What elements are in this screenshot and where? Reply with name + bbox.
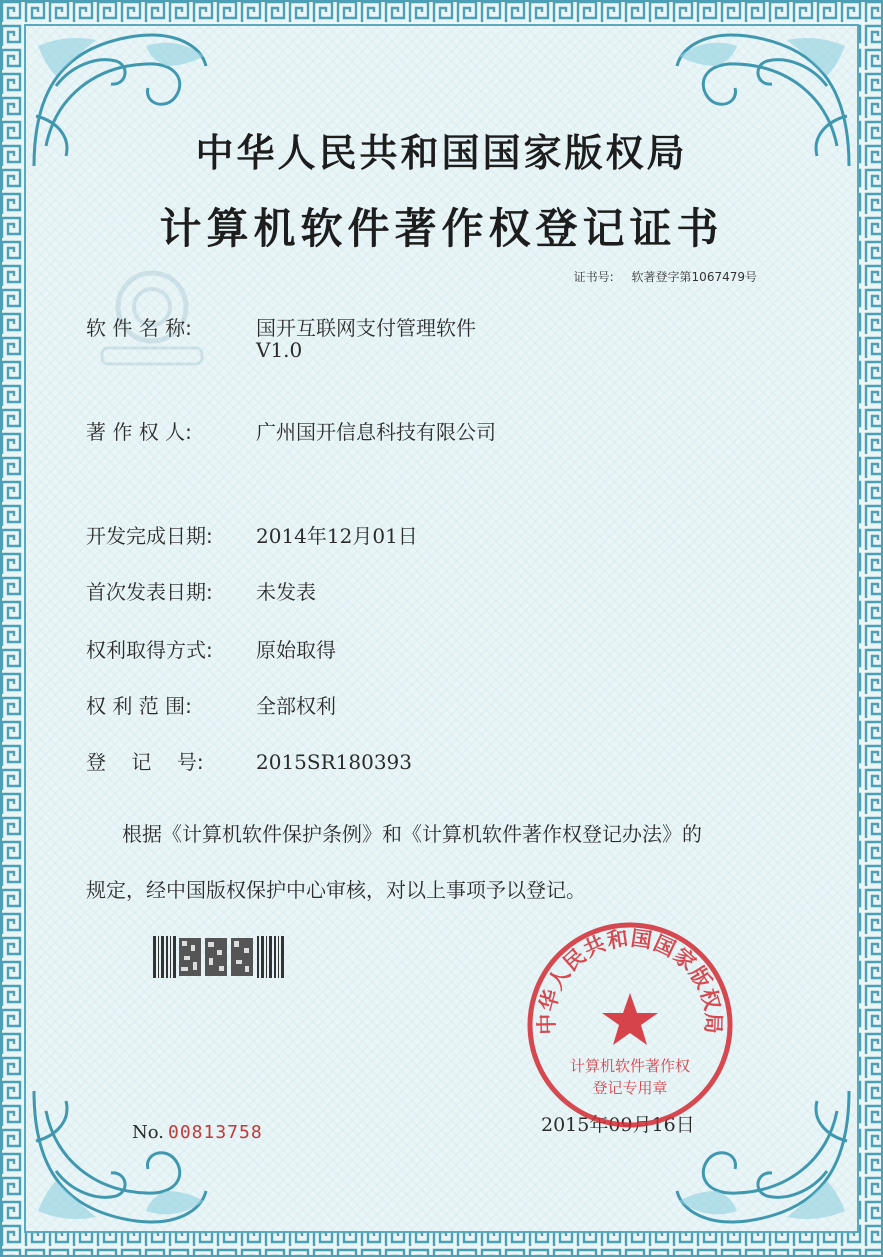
statement-line-2: 规定，经中国版权保护中心审核，对以上事项予以登记。 bbox=[86, 878, 586, 902]
corner-ornament-icon bbox=[26, 1081, 216, 1231]
owner-row bbox=[86, 416, 496, 445]
certificate-number bbox=[574, 268, 757, 285]
certificate-number-value: 软著登字第1067479号 bbox=[631, 270, 757, 284]
serial-number-label: No. bbox=[132, 1122, 164, 1143]
publish-date-row bbox=[86, 576, 316, 605]
software-name-row bbox=[86, 312, 476, 362]
issue-date: 2015年09月16日 bbox=[541, 1114, 695, 1136]
seal-ring-text: 中华人民共和国国家版权局 bbox=[534, 926, 726, 1035]
dev-date-row bbox=[86, 520, 418, 549]
certificate-number-label: 证书号: bbox=[573, 270, 614, 284]
publish-date-value: 未发表 bbox=[256, 580, 316, 604]
dev-date-value: 2014年12月01日 bbox=[256, 524, 418, 548]
registration-number-label: 登 记 号: bbox=[86, 750, 204, 774]
publish-date-label: 首次发表日期: bbox=[86, 580, 213, 604]
rights-scope-row bbox=[86, 690, 336, 719]
software-version: V1.0 bbox=[256, 338, 303, 362]
agency-title: 中华人民共和国国家版权局 bbox=[195, 131, 688, 175]
statement-line-1: 根据《计算机软件保护条例》和《计算机软件著作权登记办法》的 bbox=[122, 822, 702, 846]
barcode-icon bbox=[153, 936, 285, 978]
rights-scope-value: 全部权利 bbox=[256, 694, 336, 718]
registration-number-row bbox=[86, 746, 412, 775]
acquire-method-value: 原始取得 bbox=[256, 638, 336, 662]
serial-number bbox=[132, 1122, 263, 1143]
serial-number-value: 00813758 bbox=[168, 1122, 263, 1143]
software-name-label: 软 件 名 称: bbox=[86, 316, 192, 340]
rights-scope-label: 权 利 范 围: bbox=[86, 694, 192, 718]
seal-center-line-1: 计算机软件著作权 bbox=[569, 1057, 691, 1075]
registration-number-value: 2015SR180393 bbox=[256, 750, 413, 774]
official-seal-icon bbox=[526, 921, 734, 1129]
seal-center-line-2: 登记专用章 bbox=[592, 1079, 668, 1097]
owner-value: 广州国开信息科技有限公司 bbox=[256, 420, 496, 444]
acquire-method-row bbox=[86, 634, 336, 663]
acquire-method-label: 权利取得方式: bbox=[86, 638, 213, 662]
dev-date-label: 开发完成日期: bbox=[86, 524, 213, 548]
software-name-value: 国开互联网支付管理软件 bbox=[256, 316, 476, 340]
certificate-title: 计算机软件著作权登记证书 bbox=[159, 204, 724, 253]
owner-label: 著 作 权 人: bbox=[86, 420, 192, 444]
